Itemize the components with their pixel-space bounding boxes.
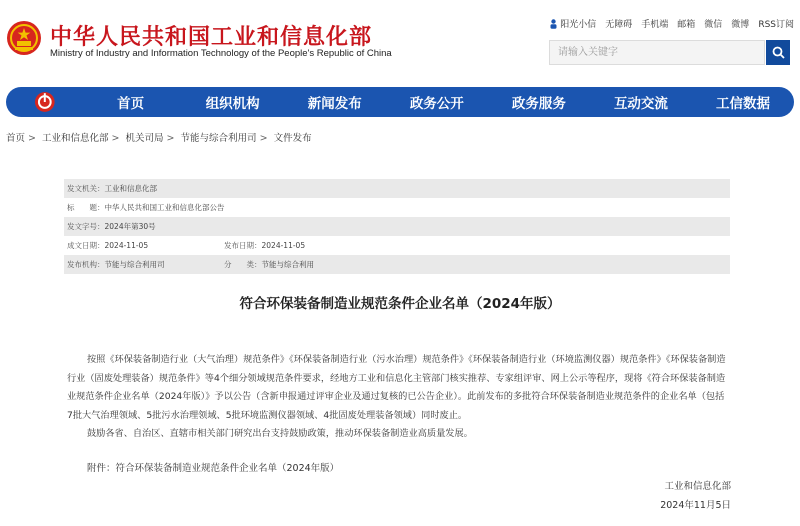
meta-label-agency: 发布机构： [67, 260, 105, 269]
breadcrumb-separator: > [259, 133, 268, 144]
nav-item-interaction[interactable]: 互动交流 [613, 96, 668, 112]
nav-item-data[interactable]: 工信数据 [716, 96, 770, 112]
document-meta-table [64, 179, 730, 274]
document-body [67, 351, 729, 444]
body-paragraph: 按照《环保装备制造行业（大气治理）规范条件》《环保装备制造行业（污水治理）规范条件》《环保装备制造行业（环境监测仪器）规范条件》《环保装备制造行业（固废处理装备）规范条件》等4个细分领域规范条件要求，经地方工业和信息化主管部门核实推荐、专家组评审、网上公示等程序，现将《符合环保装备制造业规范条件企业名单（2024年版）》予以公告（含新申报通过评审企业及通过复核的已公告企业）。此前发布的多批符合环保装备制造业规范条件的企业名单（包括7批大气治理领域、5批污水治理领域、5批环境监测仪器领域、4批固废处理装备领域）同时废止。 [67, 354, 726, 421]
top-links [549, 17, 794, 30]
meta-value-doc-number: 2024年第30号 [104, 222, 156, 231]
meta-row-doc-number [64, 217, 730, 236]
search-box [549, 40, 790, 65]
meta-value-publish-date: 2024-11-05 [261, 241, 306, 250]
breadcrumb-item-home[interactable]: 首页 [6, 133, 26, 144]
meta-value-agency: 节能与综合利用司 [104, 260, 165, 269]
ministry-logo-icon[interactable] [34, 91, 56, 113]
breadcrumb [6, 130, 312, 144]
site-title: 中华人民共和国工业和信息化部 [50, 25, 373, 50]
meta-row-dates [64, 236, 730, 255]
top-link-mail[interactable]: 邮箱 [677, 20, 696, 30]
top-link-wechat[interactable]: 微信 [704, 20, 723, 30]
search-input[interactable] [549, 40, 765, 65]
breadcrumb-item-department[interactable]: 节能与综合利用司 [180, 133, 257, 144]
meta-label-issuer: 发文机关： [67, 184, 105, 193]
site-header [0, 0, 800, 82]
top-link-mobile[interactable]: 手机端 [641, 20, 669, 30]
top-link-label: 阳光小信 [560, 20, 597, 30]
nav-item-home[interactable]: 首页 [117, 96, 145, 112]
breadcrumb-item-ministry[interactable]: 工业和信息化部 [42, 133, 109, 144]
nav-item-news[interactable]: 新闻发布 [307, 96, 362, 112]
site-subtitle: Ministry of Industry and Information Technology of the People's Republic of China [50, 48, 392, 59]
nav-item-organization[interactable]: 组织机构 [205, 96, 260, 112]
top-link-accessibility[interactable]: 无障碍 [605, 20, 633, 30]
person-icon [549, 19, 558, 29]
meta-label-title: 标 题： [67, 203, 105, 212]
meta-row-title [64, 198, 730, 217]
breadcrumb-item-departments[interactable]: 机关司局 [125, 133, 164, 144]
document-title: 符合环保装备制造业规范条件企业名单（2024年版） [239, 296, 561, 312]
top-link-rss[interactable]: RSS订阅 [758, 20, 794, 30]
meta-value-category: 节能与综合利用 [261, 260, 314, 269]
breadcrumb-item-current[interactable]: 文件发布 [273, 133, 312, 144]
search-button[interactable] [766, 40, 790, 65]
body-paragraph: 鼓励各省、自治区、直辖市相关部门研究出台支持鼓励政策，推动环保装备制造业高质量发展。 [87, 428, 473, 439]
breadcrumb-separator: > [111, 133, 120, 144]
main-nav [6, 87, 794, 117]
meta-row-agency [64, 255, 730, 274]
breadcrumb-separator: > [28, 133, 36, 144]
meta-value-title: 中华人民共和国工业和信息化部公告 [104, 203, 225, 212]
nav-item-services[interactable]: 政务服务 [511, 96, 566, 112]
attachment-link[interactable]: 附件：符合环保装备制造业规范条件企业名单（2024年版） [87, 463, 340, 474]
search-icon [772, 46, 785, 59]
top-link-sunshine[interactable] [549, 17, 596, 30]
meta-label-publish-date: 发布日期： [224, 241, 262, 250]
national-emblem-icon [6, 20, 42, 56]
top-link-weibo[interactable]: 微博 [731, 20, 750, 30]
meta-value-written-date: 2024-11-05 [104, 241, 149, 250]
meta-label-doc-number: 发文字号： [67, 222, 105, 231]
meta-label-written-date: 成文日期： [67, 241, 105, 250]
signature-date: 2024年11月5日 [660, 500, 731, 511]
meta-row-issuer [64, 179, 730, 198]
meta-label-category: 分 类： [224, 260, 262, 269]
signature-organization: 工业和信息化部 [664, 481, 731, 492]
nav-item-government-affairs[interactable]: 政务公开 [409, 96, 464, 112]
breadcrumb-separator: > [166, 133, 175, 144]
meta-value-issuer: 工业和信息化部 [104, 184, 157, 193]
